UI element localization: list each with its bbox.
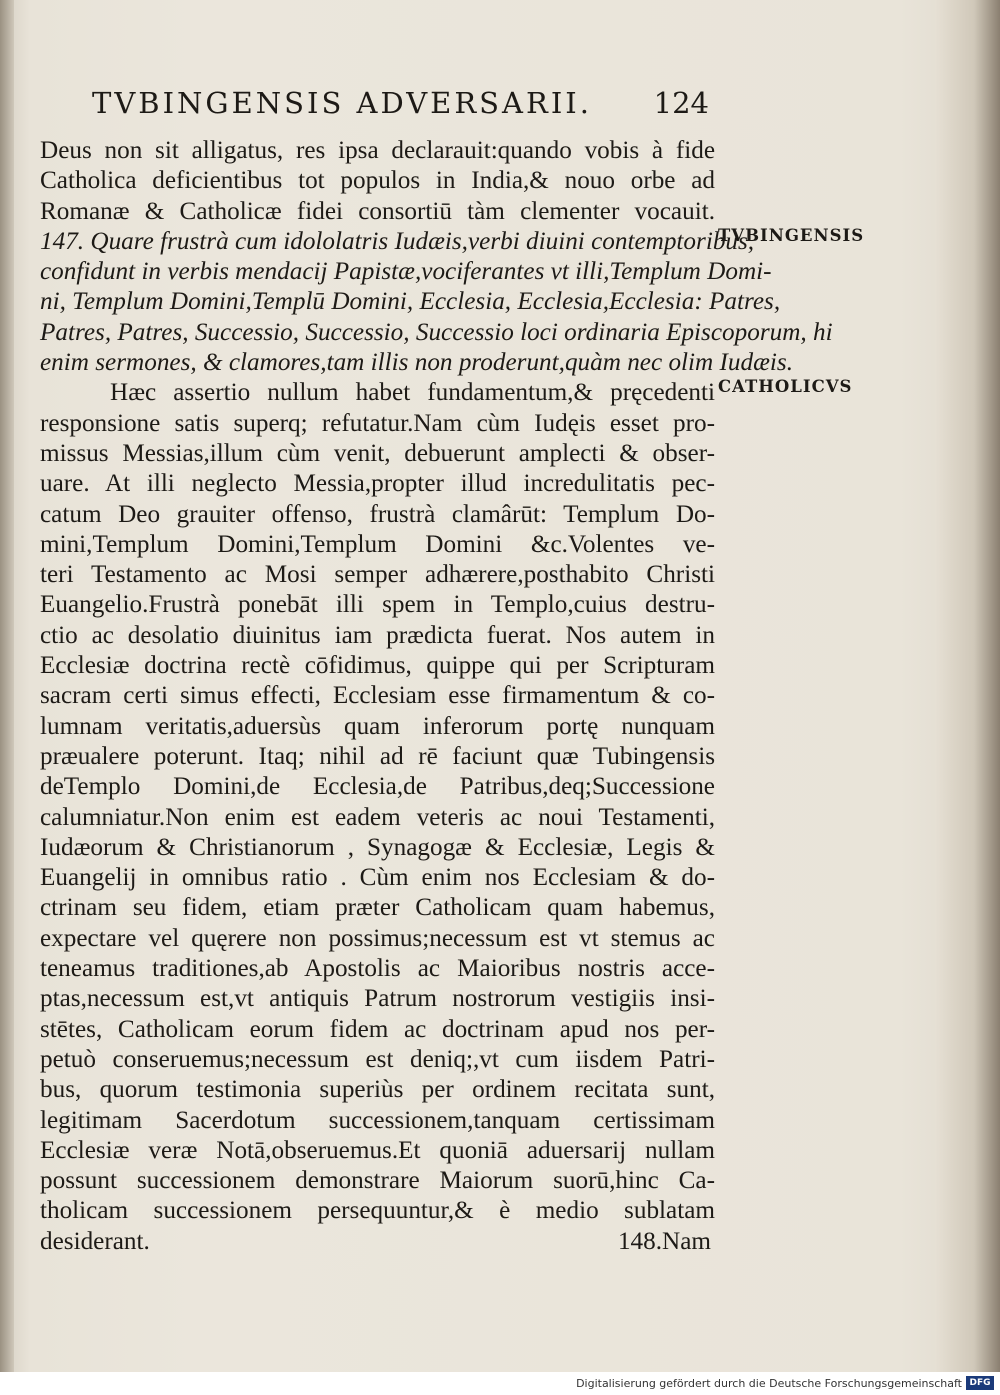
text-line: ctio ac desolatio diuinitus iam prædicta fuerat. Nos autem in — [40, 621, 715, 649]
text-line: missus Messias,illum cùm venit, debuerunt amplecti & obser- — [40, 439, 715, 467]
text-line: præualere poterunt. Itaq; nihil ad rē faciunt quæ Tubingensis — [40, 742, 715, 770]
binding-shadow — [0, 0, 14, 1372]
text-line: confidunt in verbis mendacij Papistæ,vociferantes vt illi,Templum Domi- — [40, 258, 772, 286]
page-header — [92, 86, 717, 126]
text-line: Romanæ & Catholicæ fidei consortiū tàm clementer vocauit. — [40, 197, 715, 225]
text-line: Patres, Patres, Successio, Successio, Successio loci ordinaria Episcoporum, hi — [40, 318, 833, 346]
text-line: ni, Templum Domini,Templū Domini, Ecclesia, Ecclesia,Ecclesia: Patres, — [40, 288, 781, 316]
text-line: Ecclesiæ veræ Notā,obseruemus.Et quoniā aduersarij nullam — [40, 1136, 715, 1164]
text-line: bus, quorum testimonia superiùs per ordinem recitata sunt, — [40, 1076, 715, 1104]
text-line: teri Testamento ac Mosi semper adhærere,posthabito Christi — [40, 561, 715, 589]
final-word: desiderant. — [40, 1227, 150, 1255]
dfg-logo: DFG — [966, 1376, 994, 1390]
text-line: stētes, Catholicam eorum fidem ac doctrinam apud nos per- — [40, 1015, 715, 1043]
text-line: expectare vel quęrere non possimus;necessum est vt stemus ac — [40, 924, 715, 952]
text-line: Iudæorum & Christianorum , Synagogæ & Ecclesiæ, Legis & — [40, 833, 715, 861]
text-line: catum Deo grauiter offenso, frustrà clamârūt: Templum Do- — [40, 500, 715, 528]
text-line: deTemplo Domini,de Ecclesia,de Patribus,deq;Successione — [40, 773, 715, 801]
text-line: 147. Quare frustrà cum idololatris Iudæis,verbi diuini contemptoribus, — [40, 227, 755, 255]
text-line: ptas,necessum est,vt antiquis Patrum nostrorum vestigiis insi- — [40, 985, 715, 1013]
text-line: legitimam Sacerdotum successionem,tanquam certissimam — [40, 1106, 715, 1134]
catchword: 148.Nam — [617, 1227, 711, 1255]
funding-credit: Digitalisierung gefördert durch die Deutsche Forschungsgemeinschaft — [576, 1377, 962, 1390]
marginal-note-catholicus: CATHOLICVS — [718, 377, 853, 396]
text-line: Euangelio.Frustrà ponebāt illi spem in Templo,cuius destru- — [40, 591, 715, 619]
running-title: TVBINGENSIS ADVERSARII. — [92, 86, 592, 120]
text-line: Ecclesiæ doctrina rectè cōfidimus, quippe qui per Scripturam — [40, 652, 715, 680]
text-line-last — [40, 1227, 715, 1257]
text-line: uare. At illi neglecto Messia,propter illud incredulitatis pec- — [40, 470, 715, 498]
text-line: enim sermones, & clamores,tam illis non proderunt,quàm nec olim Iudæis. — [40, 349, 794, 377]
digitization-footer — [0, 1372, 1000, 1395]
text-line: lumnam veritatis,aduersùs quam inferorum portę nunquam — [40, 712, 715, 740]
text-line: sacram certi simus effecti, Ecclesiam esse firmamentum & co- — [40, 682, 715, 710]
text-line: Euangelij in omnibus ratio . Cùm enim nos Ecclesiam & do- — [40, 864, 715, 892]
marginal-note-tubingensis: TVBINGENSIS — [718, 226, 865, 245]
text-line: Deus non sit alligatus, res ipsa declarauit:quando vobis à fide — [40, 137, 715, 164]
text-line: possunt successionem demonstrare Maiorum suorū,hinc Ca- — [40, 1167, 715, 1195]
text-line: ctrinam seu fidem, etiam præter Catholicam quam habemus, — [40, 894, 715, 922]
text-line: teneamus traditiones,ab Apostolis ac Maioribus nostris acce- — [40, 955, 715, 983]
text-line: mini,Templum Domini,Templum Domini &c.Volentes ve- — [40, 530, 715, 558]
page-number: 124 — [653, 86, 709, 120]
text-line: Hæc assertio nullum habet fundamentum,& pręcedenti — [110, 379, 715, 407]
text-line: petuò conseruemus;necessum est deniq;,vt cum iisdem Patri- — [40, 1045, 715, 1073]
text-line: Catholica deficientibus tot populos in India,& nouo orbe ad — [40, 167, 715, 195]
text-line: calumniatur.Non enim est eadem veteris ac noui Testamenti, — [40, 803, 715, 831]
text-line: tholicam successionem persequuntur,& è medio sublatam — [40, 1197, 715, 1225]
page-edge — [935, 0, 1000, 1372]
text-line: responsione satis superq; refutatur.Nam cùm Iudęis esset pro- — [40, 409, 715, 437]
